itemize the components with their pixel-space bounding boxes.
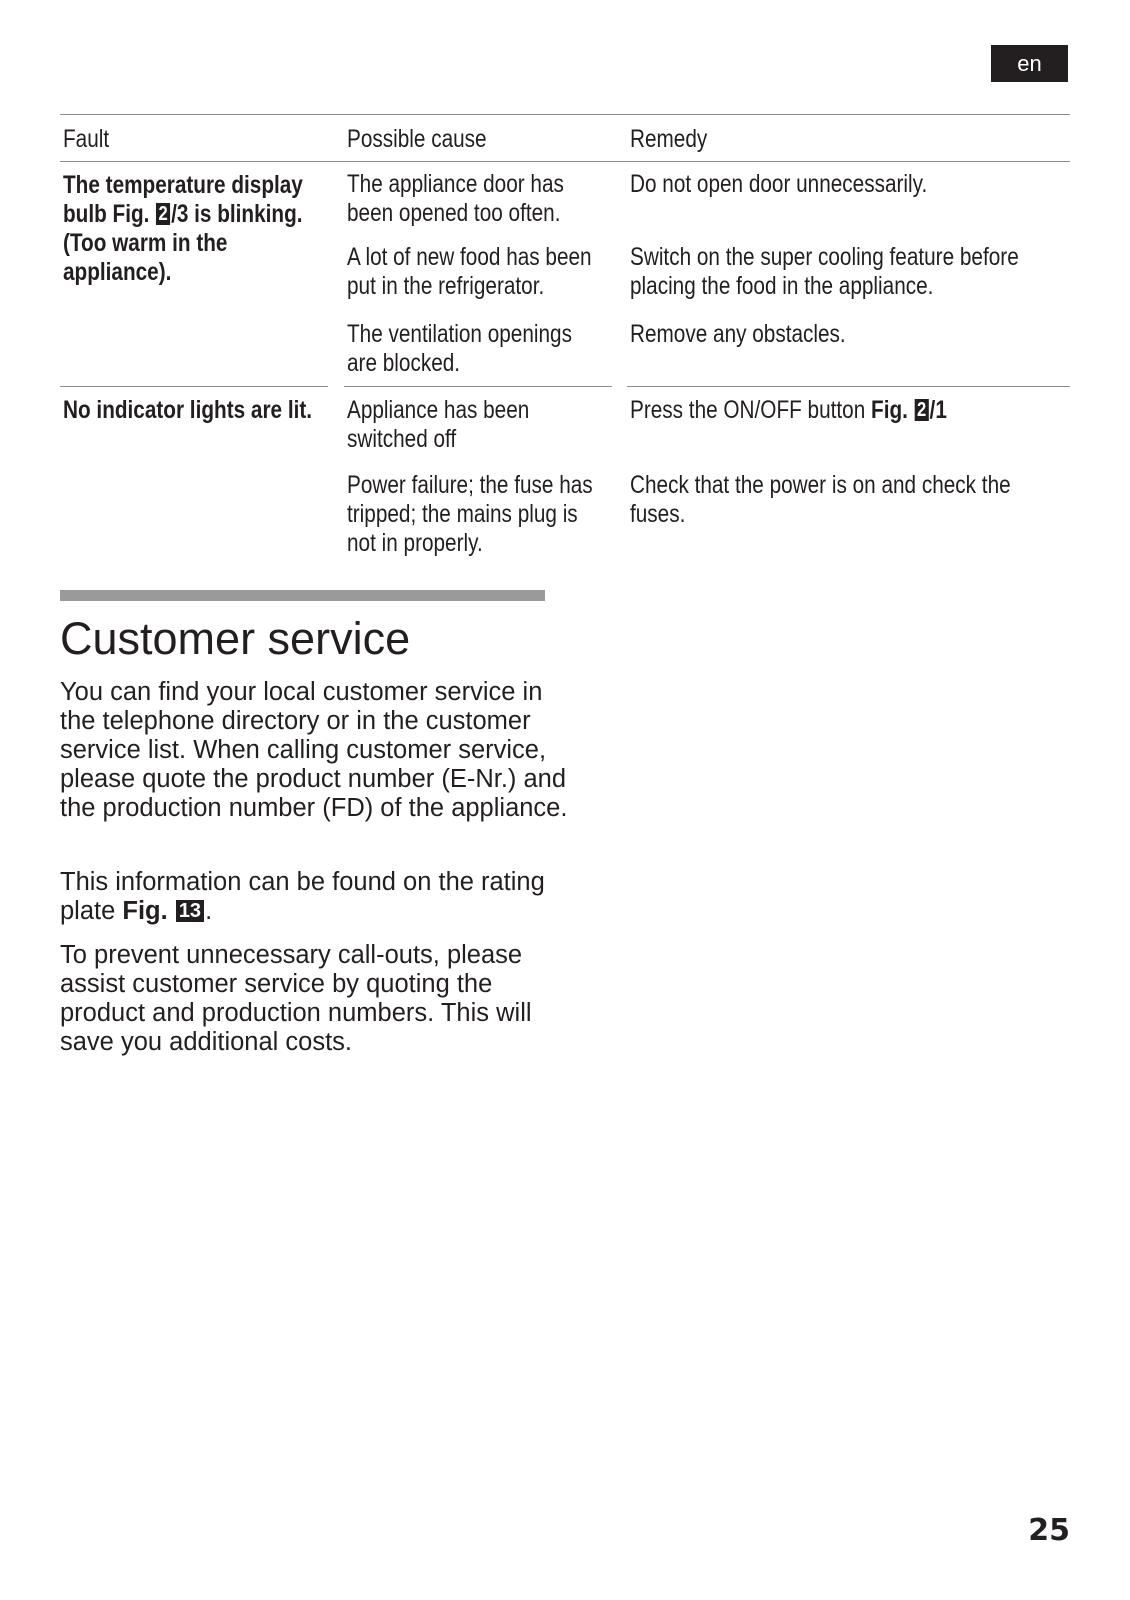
remedy-press-onoff — [630, 396, 947, 425]
fault-line: appliance). — [63, 258, 172, 286]
cause-line: not in properly. — [347, 529, 483, 557]
paragraph-period: . — [205, 897, 213, 925]
cause-line: The ventilation openings — [347, 320, 572, 348]
page-number: 25 — [1028, 1513, 1070, 1548]
cause-line: tripped; the mains plug is — [347, 500, 578, 528]
language-badge: en — [991, 45, 1068, 82]
figure-number-badge: 2 — [156, 203, 170, 225]
cause-ventilation-blocked — [347, 320, 572, 378]
figure-number-badge: 13 — [176, 900, 204, 922]
remedy-remove-obstacles: Remove any obstacles. — [630, 320, 846, 348]
header-fault: Fault — [63, 125, 110, 153]
cause-line: are blocked. — [347, 349, 461, 377]
fault-line: The temperature display — [63, 171, 303, 199]
cause-line: Power failure; the fuse has — [347, 471, 593, 499]
fault-temperature-display — [63, 171, 303, 287]
fault-no-indicator-lights: No indicator lights are lit. — [63, 396, 313, 424]
fig-suffix: /3 is blinking. — [171, 200, 303, 228]
cause-line: Appliance has been — [347, 396, 530, 424]
fig-label: bulb Fig. — [63, 200, 150, 228]
table-top-rule — [60, 114, 1070, 115]
figure-number-badge: 2 — [915, 399, 929, 421]
paragraph-text: This information can be found on the rating plate — [60, 868, 545, 925]
fig-label: Fig. — [122, 897, 168, 925]
remedy-text: Press the ON/OFF button — [630, 396, 872, 424]
cause-line: The appliance door has — [347, 170, 564, 198]
paragraph-prevent-callouts: To prevent unnecessary call-outs, please assist customer service by quoting the product and production numbers. This will save you additional costs. — [60, 941, 532, 1056]
cause-row-divider — [344, 386, 612, 387]
cause-power-failure — [347, 471, 593, 558]
remedy-do-not-open: Do not open door unnecessarily. — [630, 170, 928, 198]
cause-line: switched off — [347, 425, 457, 453]
header-possible-cause: Possible cause — [347, 125, 487, 153]
header-remedy: Remedy — [630, 125, 708, 153]
section-title: Customer service — [60, 613, 411, 664]
remedy-row-divider — [627, 386, 1070, 387]
remedy-super-cooling — [630, 243, 1019, 301]
paragraph-find-service: You can find your local customer service in the telephone directory or in the customer service list. When calling customer service, please quote the product number (E-Nr.) and the production number (FD) of the appliance. — [60, 678, 568, 822]
cause-line: been opened too often. — [347, 199, 561, 227]
table-header-rule — [60, 161, 1070, 162]
paragraph-rating-plate — [60, 868, 580, 926]
fig-suffix: /1 — [929, 396, 947, 424]
fault-line: (Too warm in the — [63, 229, 228, 257]
cause-new-food — [347, 243, 592, 301]
section-divider-bar — [60, 590, 545, 601]
fault-row-divider — [60, 386, 328, 387]
remedy-line: Switch on the super cooling feature before — [630, 243, 1019, 271]
fault-line — [63, 200, 303, 229]
remedy-check-power — [630, 471, 1011, 529]
remedy-line: placing the food in the appliance. — [630, 272, 934, 300]
remedy-line: fuses. — [630, 500, 686, 528]
cause-door-opened — [347, 170, 564, 228]
cause-line: put in the refrigerator. — [347, 272, 545, 300]
remedy-line: Check that the power is on and check the — [630, 471, 1011, 499]
fig-label: Fig. — [871, 396, 908, 424]
cause-line: A lot of new food has been — [347, 243, 592, 271]
cause-switched-off — [347, 396, 529, 454]
